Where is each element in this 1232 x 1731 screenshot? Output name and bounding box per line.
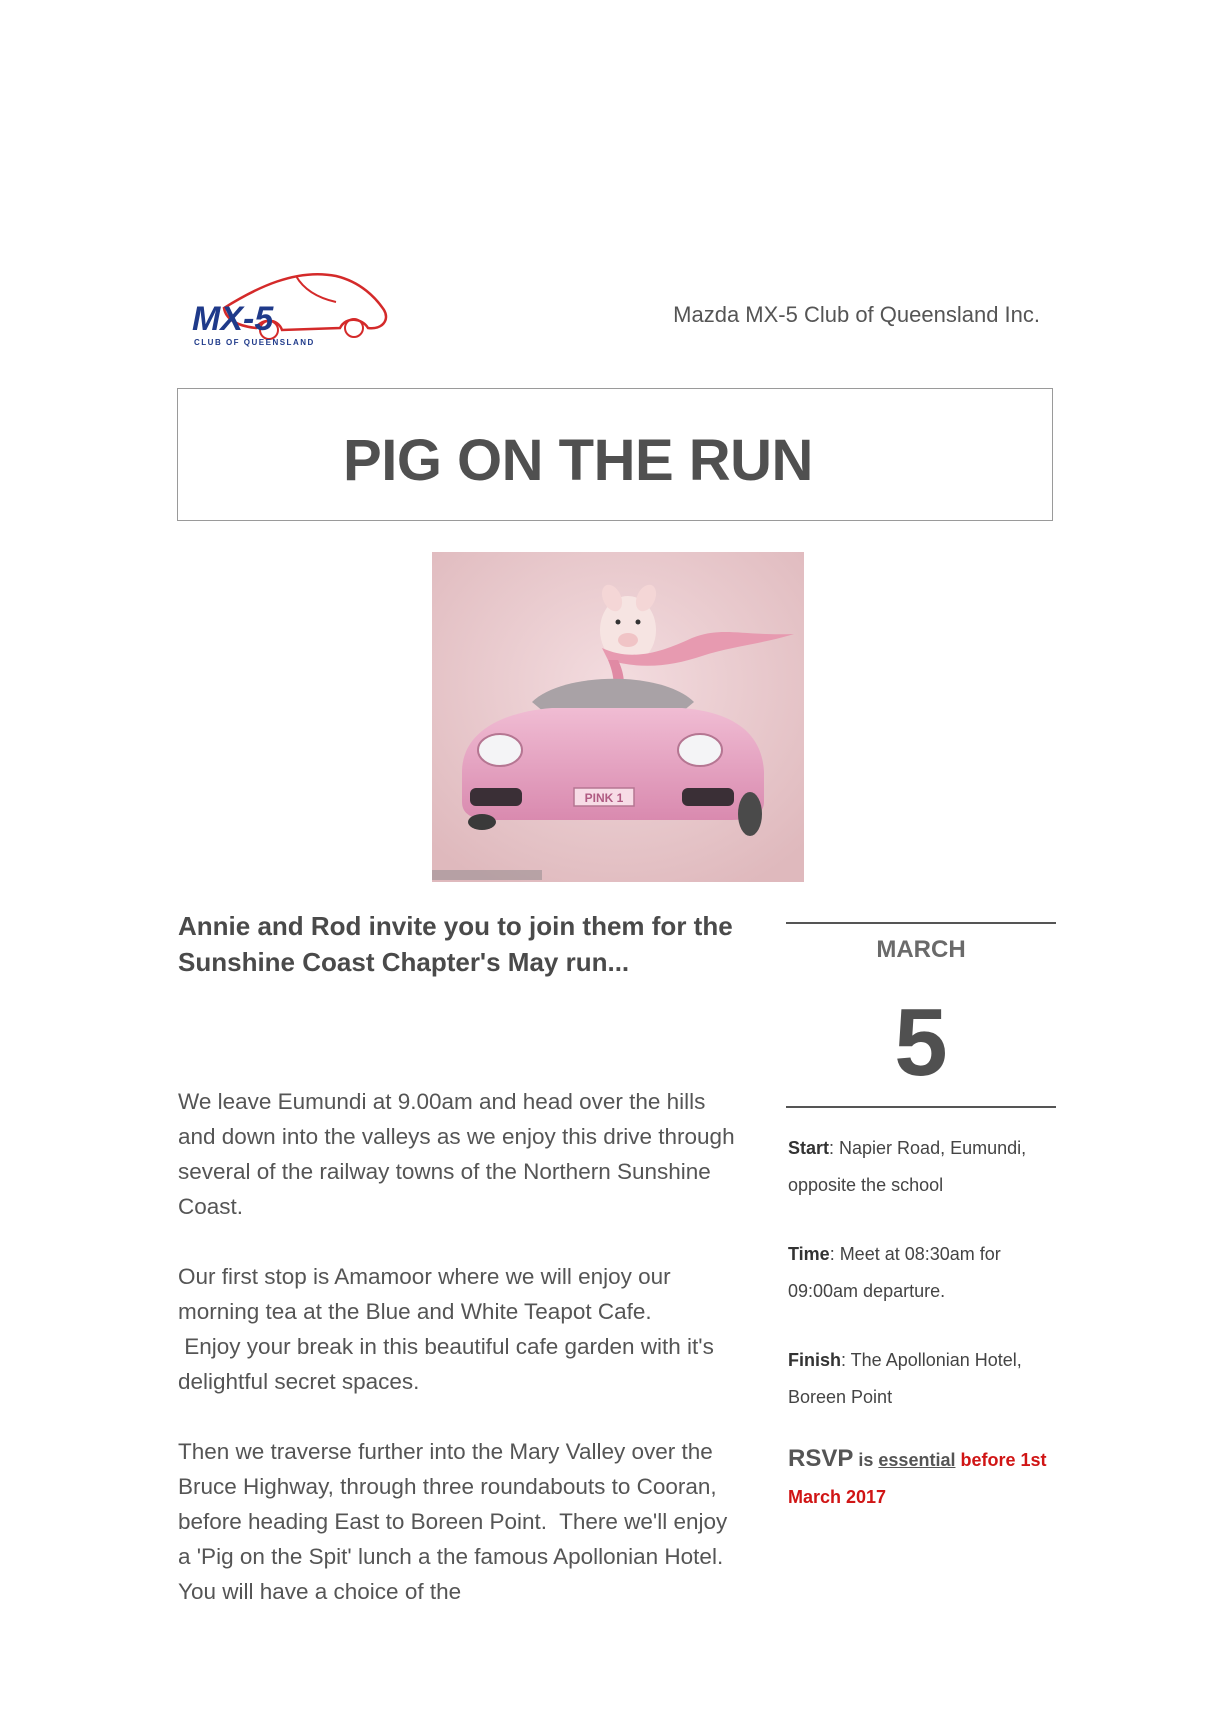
rsvp-word: RSVP bbox=[788, 1445, 854, 1472]
logo-text: MX-5 bbox=[192, 300, 274, 338]
title-box bbox=[177, 388, 1053, 521]
date-bottom-rule bbox=[786, 1106, 1056, 1108]
finish-label: Finish bbox=[788, 1350, 841, 1370]
intro-heading: Annie and Rod invite you to join them for the Sunshine Coast Chapter's May run... bbox=[178, 911, 733, 977]
time-label: Time bbox=[788, 1244, 830, 1264]
license-plate: PINK 1 bbox=[584, 791, 624, 805]
body-text bbox=[178, 1084, 741, 1644]
time-value: : Meet at 08:30am for 09:00am departure. bbox=[788, 1244, 1001, 1301]
hero-image bbox=[432, 552, 804, 882]
car-outline-icon bbox=[186, 268, 406, 358]
date-month: MARCH bbox=[876, 936, 966, 963]
paragraph-3: Then we traverse further into the Mary Valley over the Bruce Highway, through three roundabouts to Cooran, before heading East to Boreen Point. There we'll enjoy a 'Pig on the Spit' lunch a the famous Apollonian Hotel. You will have a choice of the bbox=[178, 1439, 736, 1604]
rsvp-is: is bbox=[858, 1450, 874, 1470]
logo-subtext: CLUB OF QUEENSLAND bbox=[194, 338, 315, 347]
pig-car-illustration bbox=[432, 552, 804, 882]
club-name: Mazda MX-5 Club of Queensland Inc. bbox=[673, 302, 1040, 327]
start-value: : Napier Road, Eumundi, opposite the school bbox=[788, 1138, 1027, 1195]
paragraph-1: We leave Eumundi at 9.00am and head over the hills and down into the valleys as we enjoy this drive through several of the railway towns of the Northern Sunshine Coast. bbox=[178, 1089, 741, 1219]
start-detail bbox=[788, 1130, 1068, 1204]
time-detail bbox=[788, 1236, 1068, 1310]
start-label: Start bbox=[788, 1138, 830, 1158]
rsvp-deadline: before 1st March 2017 bbox=[788, 1450, 1047, 1507]
page-title: PIG ON THE RUN bbox=[343, 428, 813, 493]
paragraph-2: Our first stop is Amamoor where we will enjoy our morning tea at the Blue and White Teapot Cafe. Enjoy your break in this beautiful cafe garden with it's delightful secret spaces. bbox=[178, 1264, 714, 1394]
rsvp-essential: essential bbox=[878, 1450, 956, 1470]
event-details bbox=[788, 1130, 1068, 1448]
rsvp-notice bbox=[788, 1440, 1068, 1516]
club-logo bbox=[186, 268, 406, 358]
finish-value: : The Apollonian Hotel, Boreen Point bbox=[788, 1350, 1022, 1407]
date-day: 5 bbox=[894, 989, 948, 1096]
date-top-rule bbox=[786, 922, 1056, 924]
finish-detail bbox=[788, 1342, 1068, 1416]
